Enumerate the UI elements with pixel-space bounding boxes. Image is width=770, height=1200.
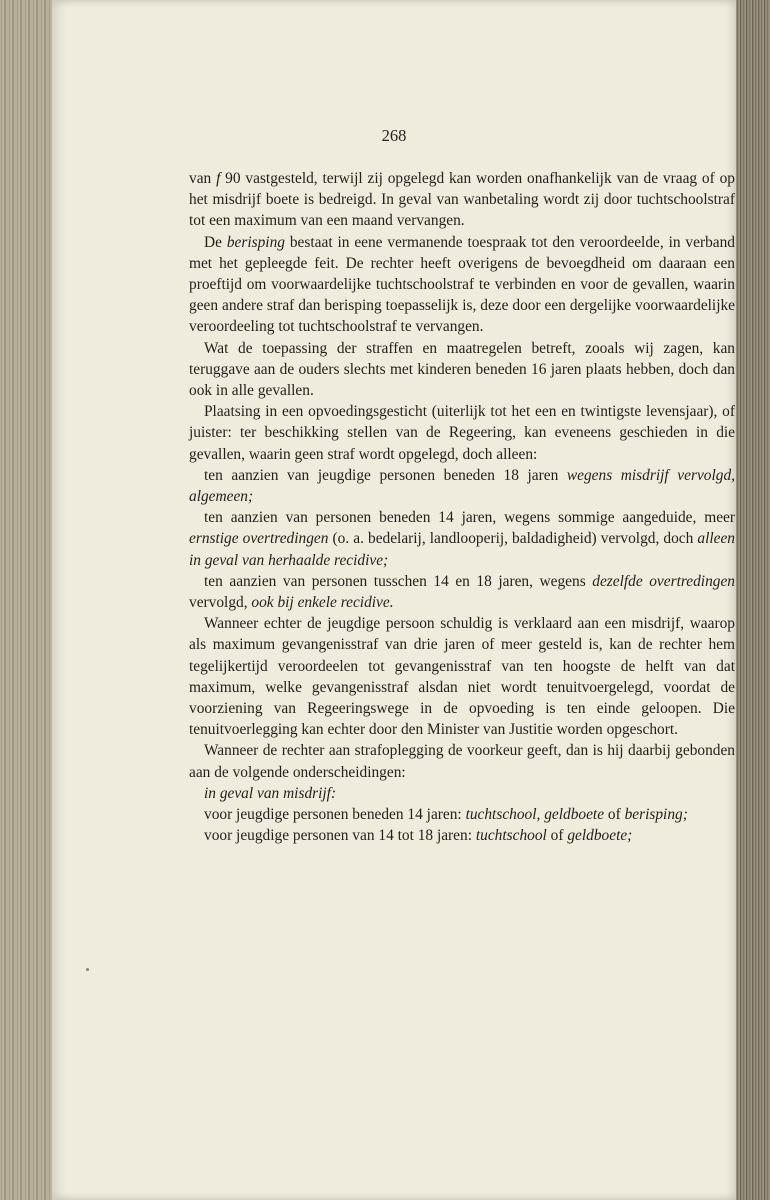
paragraph (189, 613, 735, 740)
italic-text: berisping (226, 233, 285, 251)
text-run: Wanneer echter de jeugdige persoon schuldig is verklaard aan een misdrijf, waarop als maximum gevangenisstraf van drie jaren of meer gesteld is, kan de rechter hem tegelijkertijd veroordeelen tot gevangenisstraf van ten hoogste de helft van dat maximum, welke gevangenisstraf alsdan niet wordt tenuitvoergelegd, voordat de voorziening van Regeeringswege in de opvoeding is ten einde geloopen. Die tenuitvoerlegging kan echter door den Minister van Justitie worden opgeschort. (189, 615, 735, 739)
italic-text: ook bij enkele recidive. (251, 594, 394, 612)
italic-text: tuchtschool (475, 827, 547, 845)
italic-text: wegens misdrijf vervolgd, algemeen; (189, 466, 735, 506)
paragraph (189, 804, 735, 825)
text-run: of (546, 827, 568, 845)
paragraph (189, 168, 735, 232)
paragraph (189, 783, 735, 804)
text-run: ten aanzien van personen tusschen 14 en 18 jaren, wegens (204, 572, 593, 590)
page-number: 268 (381, 126, 407, 145)
paragraph (189, 232, 735, 338)
paper-speck (86, 968, 89, 971)
italic-text: dezelfde overtredingen (592, 572, 735, 590)
book-page (52, 0, 736, 1200)
page-body-text (189, 168, 735, 847)
text-run: voor jeugdige personen van 14 tot 18 jaren: (204, 827, 476, 845)
text-run: ten aanzien van jeugdige personen beneden 18 jaren (204, 466, 567, 484)
text-run: bestaat in eene vermanende toespraak tot den veroordeelde, in verband met het gepleegde feit. De rechter heeft overigens de bevoegdheid om daaraan een proeftijd om voorwaardelijke tuchtschoolstraf te verbinden en voor de gevallen, waarin geen andere straf dan berisping toepasselijk is, deze door een dergelijke voorwaardelijke veroordeeling tot tuchtschoolstraf te vervangen. (189, 233, 735, 336)
paragraph (189, 740, 735, 782)
italic-text: ernstige overtredingen (189, 530, 329, 548)
text-run: van (189, 170, 217, 187)
paragraph (189, 338, 735, 402)
text-run: Wat de toepassing der straffen en maatregelen betreft, zooals wij zagen, kan teruggave aan de ouders slechts met kinderen beneden 16 jaren plaats hebben, doch dan ook in alle gevallen. (189, 339, 735, 400)
text-run: ten aanzien van personen beneden 14 jaren, wegens sommige aangeduide, meer (204, 509, 735, 527)
text-run: De (204, 233, 227, 251)
book-binding (0, 0, 52, 1200)
italic-text: in geval van misdrijf: (204, 784, 337, 802)
next-pages-edge (736, 0, 770, 1200)
italic-text: berisping; (624, 806, 688, 824)
paragraph (189, 571, 735, 613)
italic-text: f (216, 170, 221, 187)
text-run: of (604, 806, 625, 824)
italic-text: tuchtschool, geldboete (465, 806, 605, 824)
text-run: Plaatsing in een opvoedingsgesticht (uiterlijk tot het een en twintigste levensjaar), of juister: ter beschikking stellen van de Regeering, kan eveneens geschieden in die gevallen, waarin geen straf wordt opgelegd, doch alleen: (189, 403, 735, 463)
paragraph (189, 507, 735, 571)
italic-text: alleen in geval van herhaalde recidive; (189, 530, 735, 569)
text-run: vervolgd, (189, 594, 252, 612)
text-run: (o. a. bedelarij, landlooperij, baldadigheid) vervolgd, doch (328, 530, 698, 548)
paragraph (189, 401, 735, 465)
paragraph (189, 465, 735, 507)
text-run: voor jeugdige personen beneden 14 jaren: (204, 806, 466, 824)
text-run: Wanneer de rechter aan strafoplegging de voorkeur geeft, dan is hij daarbij gebonden aan de volgende onderscheidingen: (189, 742, 735, 781)
paragraph (189, 825, 735, 846)
text-run: 90 vastgesteld, terwijl zij opgelegd kan worden onafhankelijk van de vraag of op het misdrijf boete is bedreigd. In geval van wanbetaling wordt zij door tuchtschoolstraf tot een maximum van een maand vervangen. (189, 170, 735, 230)
italic-text: geldboete; (567, 827, 633, 845)
